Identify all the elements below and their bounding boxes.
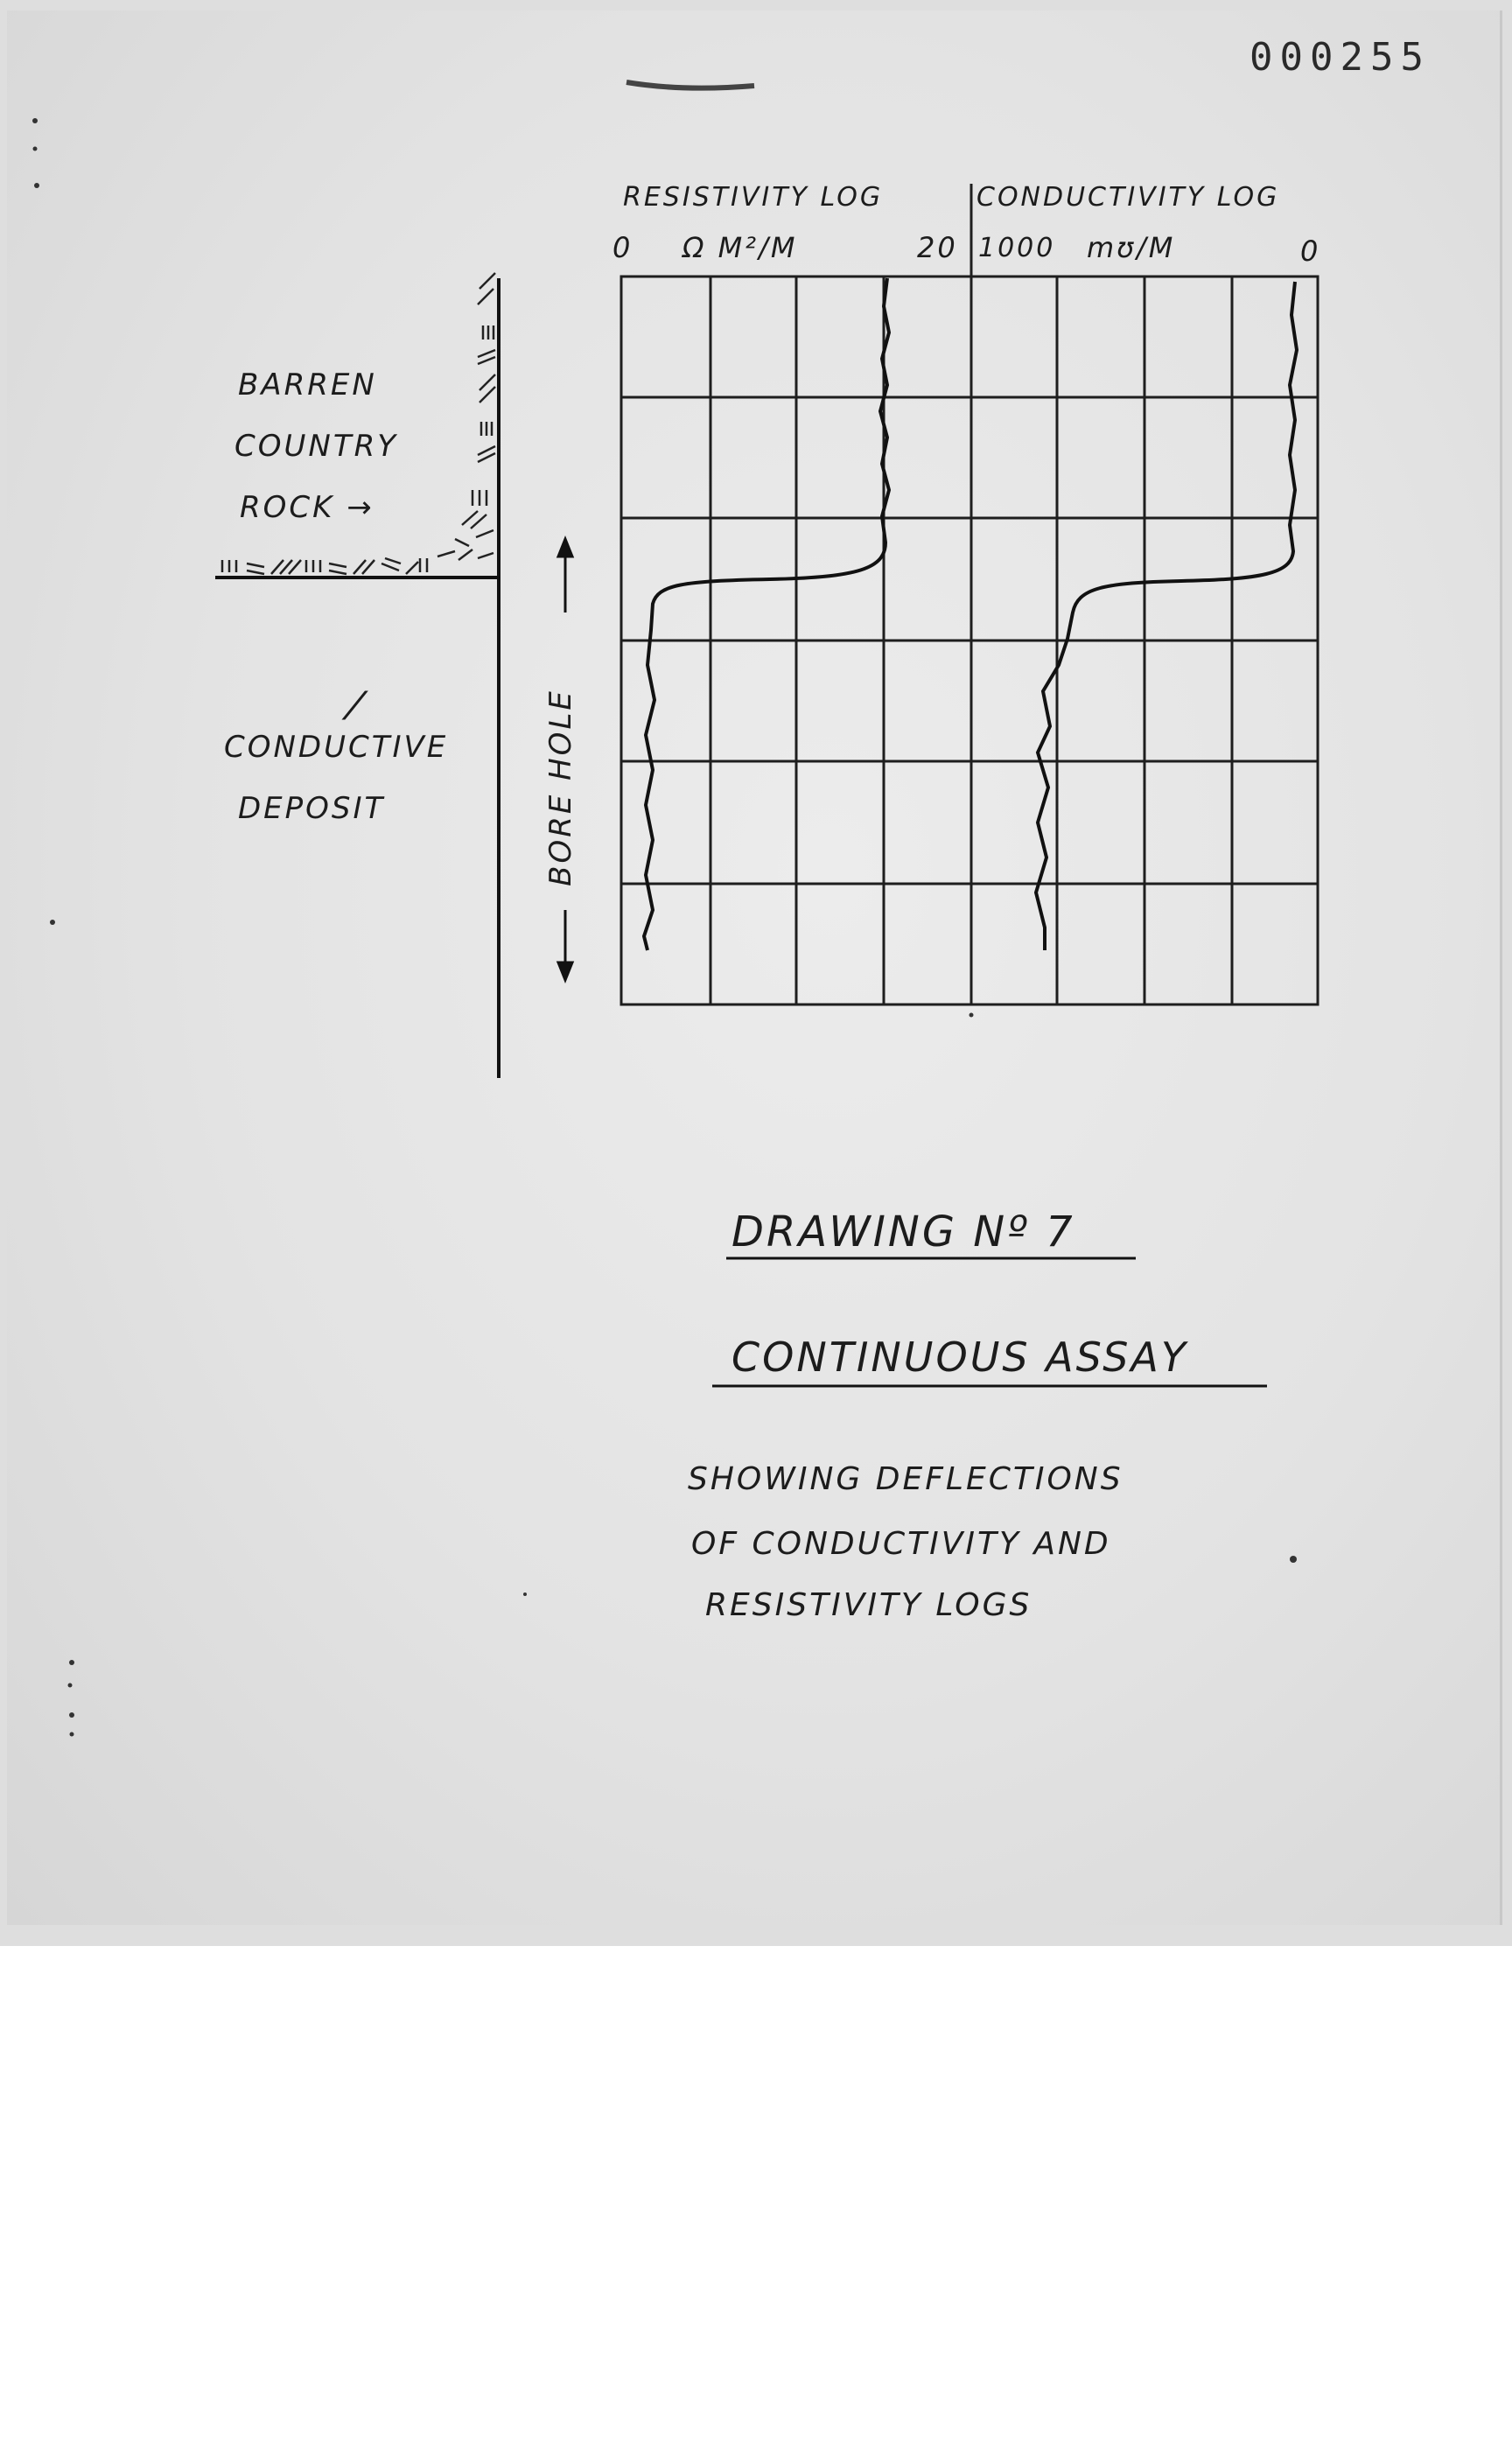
bore-hole-arrows [558, 539, 572, 980]
conductivity-log-title: CONDUCTIVITY LOG [976, 182, 1280, 213]
rock-hatching [222, 273, 495, 574]
resistivity-max-label: 20 [917, 231, 958, 264]
document-number: 000255 [1250, 35, 1431, 80]
barren-rock-label-line2: COUNTRY [234, 429, 398, 464]
resistivity-min-label: 0 [612, 231, 634, 264]
conductivity-curve [1036, 282, 1297, 950]
scan-specks [32, 118, 1297, 1737]
description-line2: OF CONDUCTIVITY AND [691, 1526, 1111, 1562]
description-line3: RESISTIVITY LOGS [705, 1587, 1032, 1623]
conductivity-unit-label: mʊ/M [1087, 231, 1176, 264]
resistivity-unit-label: Ω M²/M [682, 231, 798, 264]
bore-hole-label: BORE HOLE [542, 689, 578, 886]
conductive-deposit-label-line1: CONDUCTIVE [224, 730, 449, 765]
resistivity-curve [644, 278, 889, 950]
pencil-smudge [626, 82, 754, 88]
drawing-subtitle: CONTINUOUS ASSAY [732, 1334, 1188, 1381]
barren-rock-label-line1: BARREN [238, 368, 377, 402]
barren-rock-label-line3: ROCK → [240, 490, 374, 525]
conductivity-min-label: 0 [1300, 234, 1321, 268]
drawing-title: DRAWING Nº 7 [732, 1208, 1075, 1256]
description-line1: SHOWING DEFLECTIONS [688, 1461, 1124, 1497]
log-grid [621, 184, 1321, 1004]
resistivity-log-title: RESISTIVITY LOG [623, 182, 884, 213]
conductivity-max-label: 1000 [978, 233, 1056, 263]
conductive-deposit-label-line2: DEPOSIT [238, 791, 386, 826]
deposit-marker: ⁄ [352, 684, 359, 729]
